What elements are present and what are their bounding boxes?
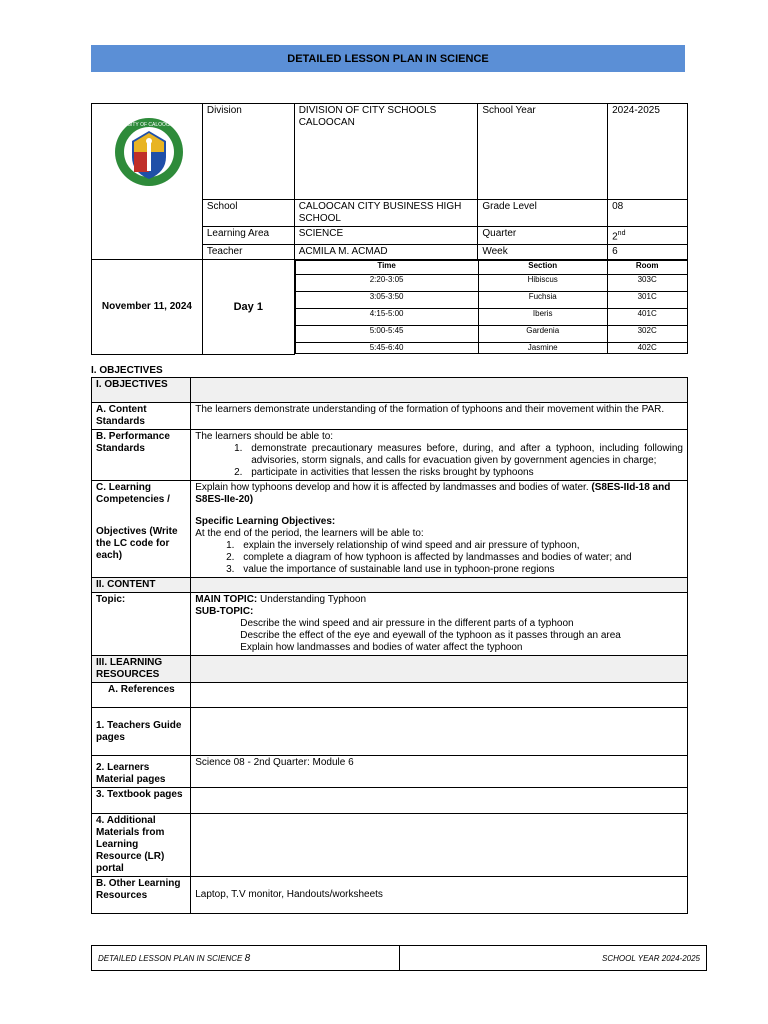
teachers-guide-value (191, 708, 688, 756)
other-resources-value: Laptop, T.V monitor, Handouts/worksheets (191, 877, 688, 914)
lr-portal-label: 4. Additional Materials from Learning Resource (LR) portal (92, 814, 191, 877)
room-cell: 301C (607, 292, 687, 309)
schedule-day: Day 1 (202, 260, 294, 355)
col-room: Room (607, 261, 687, 275)
school-year-label: School Year (478, 104, 608, 200)
area-label: Learning Area (202, 227, 294, 245)
document-title: DETAILED LESSON PLAN IN SCIENCE (287, 52, 489, 65)
section-cell: Jasmine (478, 343, 607, 354)
quarter-label: Quarter (478, 227, 608, 245)
section-cell: Hibiscus (478, 275, 607, 292)
division-label: Division (202, 104, 294, 200)
document-title-banner (91, 45, 685, 72)
seal-text: UNIVERSITY OF CALOOCAN CITY (108, 122, 190, 128)
textbook-value (191, 788, 688, 814)
sub-topic-item: Describe the wind speed and air pressure in the different parts of a typhoon (240, 618, 574, 629)
schedule-cell (294, 260, 687, 355)
university-seal-logo (108, 117, 190, 187)
section-cell: Iberis (478, 309, 607, 326)
learners-material-value: Science 08 - 2nd Quarter: Module 6 (191, 756, 688, 788)
week-label: Week (478, 245, 608, 260)
competency-text: Explain how typhoons develop and how it is affected by landmasses and bodies of water. (S8ES-IId-18 and S8ES-IIe-20) (195, 482, 671, 505)
competencies-cell (191, 481, 688, 578)
other-resources-label: B. Other Learning Resources (92, 877, 191, 914)
area-value: SCIENCE (294, 227, 478, 245)
references-label: A. References (92, 683, 191, 708)
specific-objectives-title: Specific Learning Objectives: (195, 516, 336, 527)
col-section: Section (478, 261, 607, 275)
objectives-head-empty (191, 378, 688, 403)
topic-cell (191, 593, 688, 656)
col-time: Time (295, 261, 478, 275)
school-value: CALOOCAN CITY BUSINESS HIGH SCHOOL (294, 200, 478, 227)
specific-objective-item: 2. complete a diagram of how typhoon is affected by landmasses and bodies of water; and (237, 552, 683, 564)
resources-head: III. LEARNING RESOURCES (92, 656, 191, 683)
performance-item: 2. participate in activities that lessen the risks brought by typhoons (245, 467, 683, 479)
teacher-label: Teacher (202, 245, 294, 260)
competencies-label: C. Learning Competencies / (96, 482, 170, 505)
content-standards-label: A. Content Standards (92, 403, 191, 430)
section-cell: Gardenia (478, 326, 607, 343)
objectives-section-title: I. OBJECTIVES (91, 365, 163, 376)
section-cell: Fuchsia (478, 292, 607, 309)
lr-portal-value (191, 814, 688, 877)
references-value (191, 683, 688, 708)
performance-intro: The learners should be able to: (195, 431, 334, 442)
sub-topic-item: Describe the effect of the eye and eyewall of the typhoon as it passes through an area (240, 630, 621, 641)
room-cell: 401C (607, 309, 687, 326)
schedule-table (295, 260, 688, 354)
teachers-guide-label: 1. Teachers Guide pages (92, 708, 191, 756)
performance-item: 1. demonstrate precautionary measures before, during, and after a typhoon, including following advisories, storm signals, and calls for evacuation given by government agencies in charge; (245, 443, 683, 467)
main-topic: MAIN TOPIC: Understanding Typhoon (195, 594, 367, 605)
room-cell: 402C (607, 343, 687, 354)
grade-value: 08 (608, 200, 688, 227)
grade-label: Grade Level (478, 200, 608, 227)
time-cell: 3:05-3:50 (295, 292, 478, 309)
specific-objectives-intro: At the end of the period, the learners will be able to: (195, 528, 424, 539)
sub-topic-label: SUB-TOPIC: (195, 606, 254, 617)
teacher-value: ACMILA M. ACMAD (294, 245, 478, 260)
time-cell: 4:15-5:00 (295, 309, 478, 326)
textbook-label: 3. Textbook pages (92, 788, 191, 814)
resources-head-empty (191, 656, 688, 683)
school-year-value: 2024-2025 (608, 104, 688, 200)
time-cell: 5:00-5:45 (295, 326, 478, 343)
schedule-date: November 11, 2024 (92, 260, 203, 355)
competencies-label-cell (92, 481, 191, 578)
room-cell: 302C (607, 326, 687, 343)
quarter-value: 2nd (608, 227, 688, 245)
page-footer (91, 945, 707, 971)
content-standards-text: The learners demonstrate understanding of the formation of typhoons and their movement within the PAR. (191, 403, 688, 430)
week-value: 6 (608, 245, 688, 260)
time-cell: 2:20-3:05 (295, 275, 478, 292)
performance-standards-cell (191, 430, 688, 481)
time-cell: 5:45-6:40 (295, 343, 478, 354)
sub-topic-item: Explain how landmasses and bodies of water affect the typhoon (240, 642, 523, 653)
topic-label: Topic: (92, 593, 191, 656)
performance-standards-label: B. Performance Standards (92, 430, 191, 481)
school-label: School (202, 200, 294, 227)
specific-objective-item: 3. value the importance of sustainable land use in typhoon-prone regions (237, 564, 683, 576)
learners-material-label: 2. Learners Material pages (92, 756, 191, 788)
room-cell: 303C (607, 275, 687, 292)
lesson-plan-table (91, 377, 688, 914)
specific-objective-item: 1. explain the inversely relationship of wind speed and air pressure of typhoon, (237, 540, 683, 552)
footer-left: DETAILED LESSON PLAN IN SCIENCE 8 (98, 952, 251, 964)
objectives-head: I. OBJECTIVES (92, 378, 191, 403)
division-value: DIVISION OF CITY SCHOOLS CALOOCAN (294, 104, 478, 200)
footer-right: SCHOOL YEAR 2024-2025 (399, 946, 707, 970)
content-head-empty (191, 578, 688, 593)
objectives-label: Objectives (Write the LC code for each) (96, 526, 178, 561)
content-head: II. CONTENT (92, 578, 191, 593)
